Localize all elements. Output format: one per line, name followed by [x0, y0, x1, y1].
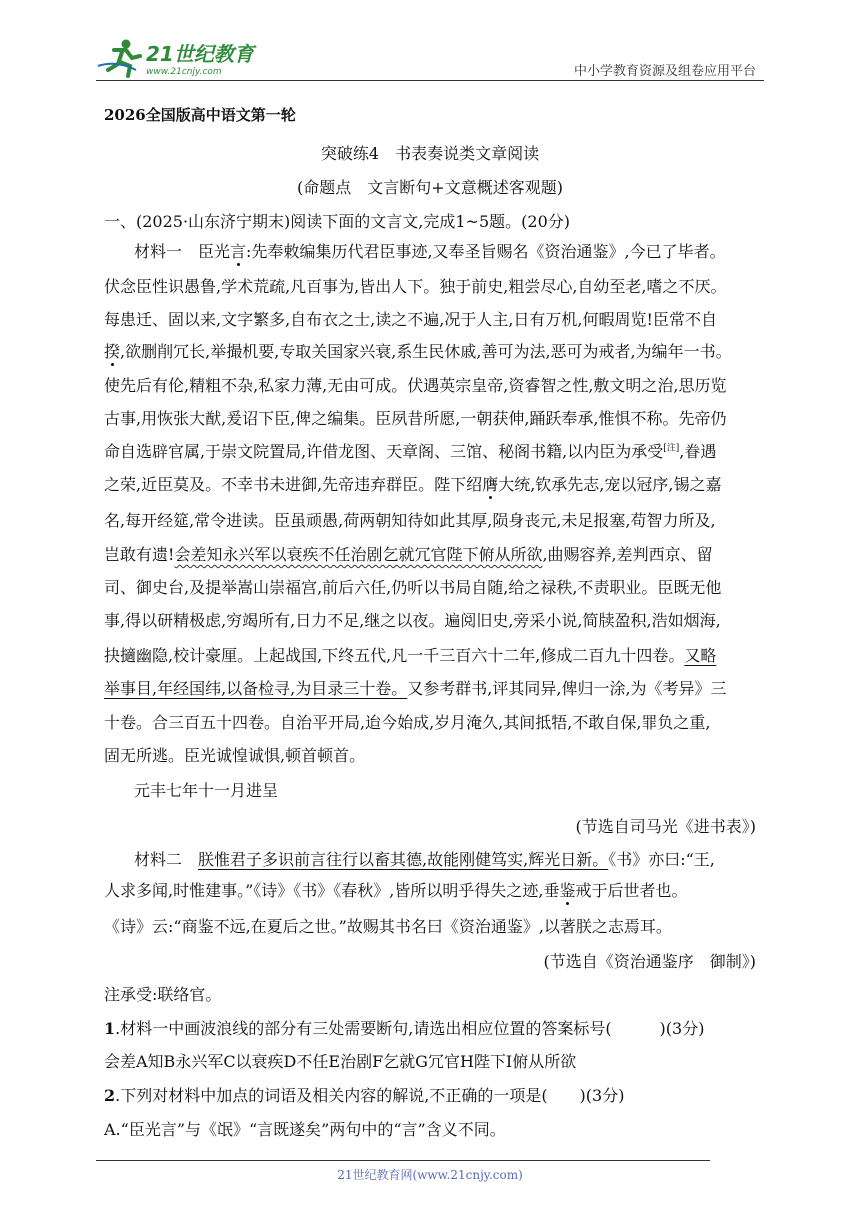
dotted-word: 言: [230, 242, 247, 261]
material2-label: 材料二: [134, 850, 199, 869]
logo-url: www.21cnjy.com: [146, 67, 222, 77]
dotted-word: 鉴: [559, 881, 576, 900]
underlined-sentence: 举事目,年经国纬,以备检寻,为目录三十卷。: [104, 679, 408, 698]
material1-line: 抉擿幽隐,校计豪厘。上起战国,下终五代,凡一千三百六十二年,修成二百九十四卷。又略: [104, 646, 717, 665]
question-1-options: 会差A知B永兴军C以衰疾D不任E治剧F乞就G冗官H陛下I俯从所欲: [104, 1052, 577, 1071]
material1-line: 名,每开经筵,常令进读。臣虽顽愚,荷两朝知待如此其厚,陨身丧元,未足报塞,苟智力所及,: [104, 511, 716, 530]
material1-line: 事,得以研精极虑,穷竭所有,日力不足,继之以夜。遍阅旧史,旁采小说,简牍盈积,浩如烟海,: [104, 611, 721, 630]
header-divider: [96, 80, 764, 81]
material1-line: 司、御史台,及提举嵩山崇福宫,前后六任,仍听以书局自随,给之禄秩,不责职业。臣既无他: [104, 578, 722, 597]
wavy-underlined-passage: 会差知永兴军以衰疾不任治剧乞就冗官陛下俯从所欲: [174, 545, 543, 564]
material1-line: 十卷。合三百五十四卷。自治平开局,迨今始成,岁月淹久,其间抵牾,不敢自保,罪负之重,: [104, 713, 711, 732]
material1-line: 伏念臣性识愚鲁,学术荒疏,凡百事为,皆出人下。独于前史,粗尝尽心,自幼至老,嗜之不厌。: [104, 277, 727, 296]
logo-text: 21世纪教育: [146, 42, 254, 66]
footer-text: 21世纪教育网(www.21cnjy.com): [337, 1168, 523, 1182]
runner-icon: [98, 40, 140, 77]
question-1: 1.材料一中画波浪线的部分有三处需要断句,请选出相应位置的答案标号( )(3分): [104, 1019, 705, 1038]
material2-line: 材料二 朕惟君子多识前言往行以畜其德,故能刚健笃实,辉光日新。《书》亦曰:“王,: [134, 850, 715, 869]
site-logo: [96, 36, 266, 80]
material1-source: (节选自司马光《进书表》): [575, 817, 756, 836]
material1-line: 材料一 臣光言:先奉敕编集历代君臣事迹,又奉圣旨赐名《资治通鉴》,今已了毕者。: [134, 242, 726, 261]
underlined-sentence: 又略: [684, 646, 717, 665]
underlined-sentence: 朕惟君子多识前言往行以畜其德,故能刚健笃实,辉光日新。: [198, 850, 609, 869]
material1-line: 岂敢有遗!会差知永兴军以衰疾不任治剧乞就冗官陛下俯从所欲,曲赐容养,差判西京、留: [104, 545, 713, 564]
footer-divider: [96, 1160, 710, 1161]
material1-line: 命自选辟官属,于崇文院置局,许借龙图、天章阁、三馆、秘阁书籍,以内臣为承受[注],眷遇: [104, 442, 717, 461]
question-2: 2.下列对材料中加点的词语及相关内容的解说,不正确的一项是( )(3分): [104, 1086, 625, 1105]
material1-line: 之荣,近臣莫及。不幸书未进御,先帝违弃群臣。陛下绍膺大统,钦承先志,宠以冠序,锡之嘉: [104, 475, 722, 494]
material1-line: 古事,用恢张大猷,爰诏下臣,俾之编集。臣夙昔所愿,一朝获伸,踊跃奉承,惟惧不称。先帝仍: [104, 409, 727, 428]
book-title: 2026全国版高中语文第一轮: [104, 106, 296, 124]
material1-line: 固无所逃。臣光诚惶诚惧,顿首顿首。: [104, 746, 366, 765]
header-platform-text: 中小学教育资源及组卷应用平台: [573, 64, 756, 79]
material1-line: 使先后有伦,精粗不杂,私家力薄,无由可成。伏遇英宗皇帝,资睿智之性,敷文明之治,思历览: [104, 376, 727, 395]
material1-label: 材料一: [134, 242, 199, 261]
material1-line: 揆,欲删削冗长,举撮机要,专取关国家兴衰,系生民休戚,善可为法,恶可为戒者,为编年一书。: [104, 342, 732, 361]
dotted-word: 揆: [104, 342, 121, 361]
material1-line: 举事目,年经国纬,以备检寻,为目录三十卷。又参考群书,评其同异,俾归一涂,为《考异》三: [104, 679, 727, 698]
footnote: 注承受:联络官。: [104, 985, 222, 1004]
section-intro: 一、(2025·山东济宁期末)阅读下面的文言文,完成1~5题。(20分): [104, 212, 570, 231]
material2-source: (节选自《资治通鉴序 御制》): [543, 952, 756, 971]
material1-date: 元丰七年十一月进呈: [134, 781, 279, 800]
material1-line: 每患迁、固以来,文字繁多,自布衣之士,读之不遍,况于人主,日有万机,何暇周览!臣常不自: [104, 310, 717, 329]
exercise-title: 突破练4 书表奏说类文章阅读: [320, 144, 540, 163]
question-2-option-a: A.“臣光言”与《氓》“言既遂矣”两句中的“言”含义不同。: [104, 1120, 506, 1139]
material2-line: 《诗》云:“商鉴不远,在夏后之世。”故赐其书名曰《资治通鉴》,以著朕之志焉耳。: [104, 917, 672, 936]
material2-line: 人求多闻,时惟建事。”《诗》《书》《春秋》,皆所以明乎得失之迹,垂鉴戒于后世者也。: [104, 881, 688, 900]
exercise-subtitle: (命题点 文言断句+文意概述客观题): [297, 178, 563, 197]
footnote-mark: [注]: [663, 443, 680, 454]
dotted-word: 膺: [482, 475, 499, 494]
